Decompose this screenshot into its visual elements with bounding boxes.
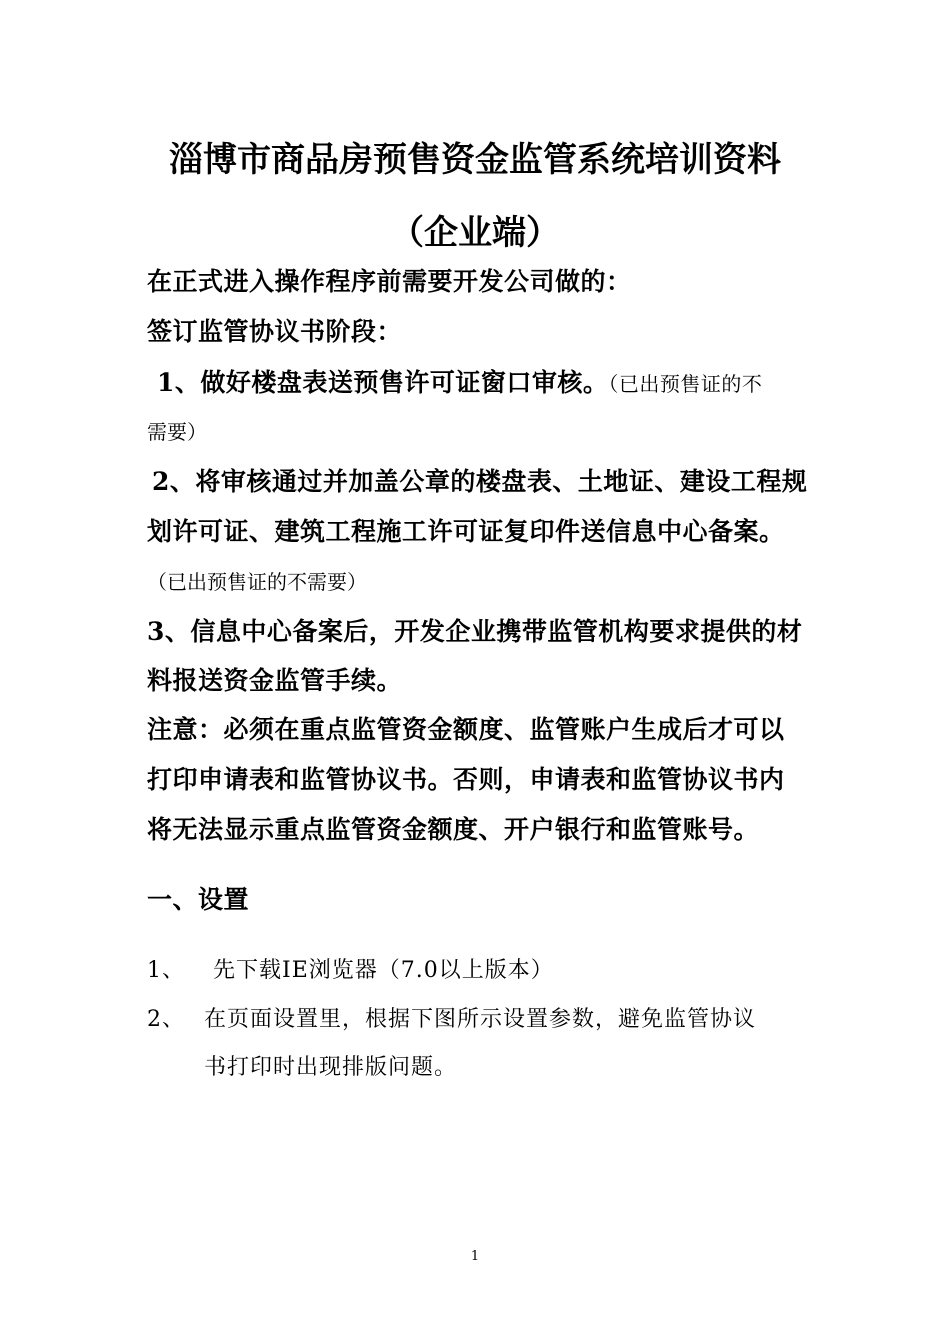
setting-item-2 <box>147 1002 756 1033</box>
setting-item-1-text: 先下载IE浏览器（7.0以上版本） <box>213 958 554 983</box>
item-2-line-2: 划许可证、建筑工程施工许可证复印件送信息中心备案。 <box>147 517 785 546</box>
doc-title: 淄博市商品房预售资金监管系统培训资料 <box>169 140 781 180</box>
item-2-note: （已出预售证的不需要） <box>147 570 367 594</box>
intro-text: 在正式进入操作程序前需要开发公司做的： <box>147 267 632 296</box>
item-1-note-cont: 需要） <box>147 420 207 444</box>
item-3-line-1: 3、信息中心备案后，开发企业携带监管机构要求提供的材 <box>147 617 803 646</box>
stage-heading: 签订监管协议书阶段： <box>147 317 403 346</box>
section-1-heading: 一、设置 <box>147 885 250 914</box>
page-number: 1 <box>470 1249 480 1264</box>
setting-item-2-cont: 书打印时出现排版问题。 <box>204 1055 458 1080</box>
note-line-1: 注意：必须在重点监管资金额度、监管账户生成后才可以 <box>147 715 785 744</box>
item-1-text: 1、做好楼盘表送预售许可证窗口审核。 <box>157 368 609 397</box>
note-line-2: 打印申请表和监管协议书。否则，申请表和监管协议书内 <box>147 765 785 794</box>
setting-item-2-number: 2、 <box>147 1007 185 1032</box>
setting-item-2-text: 在页面设置里，根据下图所示设置参数，避免监管协议 <box>204 1007 757 1032</box>
setting-item-1 <box>147 953 554 984</box>
item-1 <box>157 363 762 399</box>
item-1-note: （已出预售证的不 <box>608 372 763 396</box>
setting-item-1-number: 1、 <box>147 958 185 983</box>
doc-subtitle: （企业端） <box>390 213 560 253</box>
note-line-3: 将无法显示重点监管资金额度、开户银行和监管账号。 <box>147 815 760 844</box>
item-2-line-1: 2、将审核通过并加盖公章的楼盘表、土地证、建设工程规 <box>152 467 808 496</box>
item-3-line-2: 料报送资金监管手续。 <box>147 666 403 695</box>
